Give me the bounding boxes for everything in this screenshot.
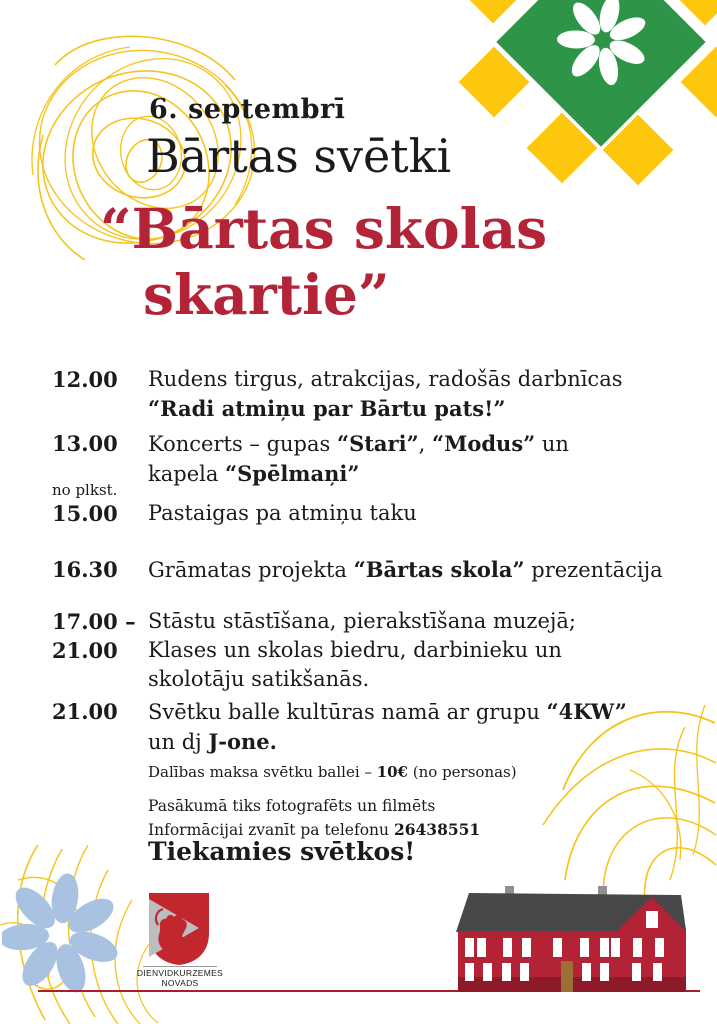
photo-notice: Pasākumā tiks fotografēts un filmēts xyxy=(148,797,436,815)
event-subtitle-line2: skartie” xyxy=(143,262,390,327)
event-subtitle xyxy=(100,196,547,328)
event-date: 6. septembrī xyxy=(149,94,346,125)
logo-divider xyxy=(143,966,217,967)
schedule-description: Svētku balle kultūras namā ar grupu “4KW” un dj J-one. Dalības maksa svētku ballei – 10€ (no personas) xyxy=(148,699,627,781)
event-title: Bārtas svētki xyxy=(146,129,452,183)
schedule-description: Grāmatas projekta “Bārtas skola” prezentācija xyxy=(148,557,663,582)
schedule-time: 21.00 xyxy=(52,699,118,724)
schedule-time: 13.00 xyxy=(52,431,118,456)
municipality-shield-icon xyxy=(146,891,212,967)
white-flower-icon xyxy=(555,0,651,86)
phone-info: Informācijai zvanīt pa telefonu 26438551 xyxy=(148,820,481,839)
schedule-description: Rudens tirgus, atrakcijas, radošās darbnīcas “Radi atmiņu par Bārtu pats!” xyxy=(148,367,623,421)
school-building-illustration xyxy=(450,857,700,994)
schedule-time: 12.00 xyxy=(52,367,118,392)
schedule-description: Pastaigas pa atmiņu taku xyxy=(148,501,417,525)
fee-note: Dalības maksa svētku ballei – 10€ (no personas) xyxy=(148,763,517,781)
event-subtitle-line1: “Bārtas skolas xyxy=(100,196,548,261)
schedule-time: 16.30 xyxy=(52,557,118,582)
schedule-time-prefix: no plkst. xyxy=(52,481,118,499)
schedule-time: 17.00 – 21.00 xyxy=(52,609,136,663)
schedule-description: Stāstu stāstīšana, pierakstīšana muzejā; Klases un skolas biedru, darbinieku un skolotāju satikšanās. xyxy=(148,609,576,691)
closing-line: Tiekamies svētkos! xyxy=(148,837,416,866)
schedule-description: Koncerts – gupas “Stari”, “Modus” un kapela “Spēlmaņi” xyxy=(148,431,569,486)
municipality-name: DIENVIDKURZEMES NOVADS xyxy=(136,968,224,988)
blue-flower-icon xyxy=(2,862,122,1007)
schedule-time: no plkst. 15.00 xyxy=(52,482,144,528)
